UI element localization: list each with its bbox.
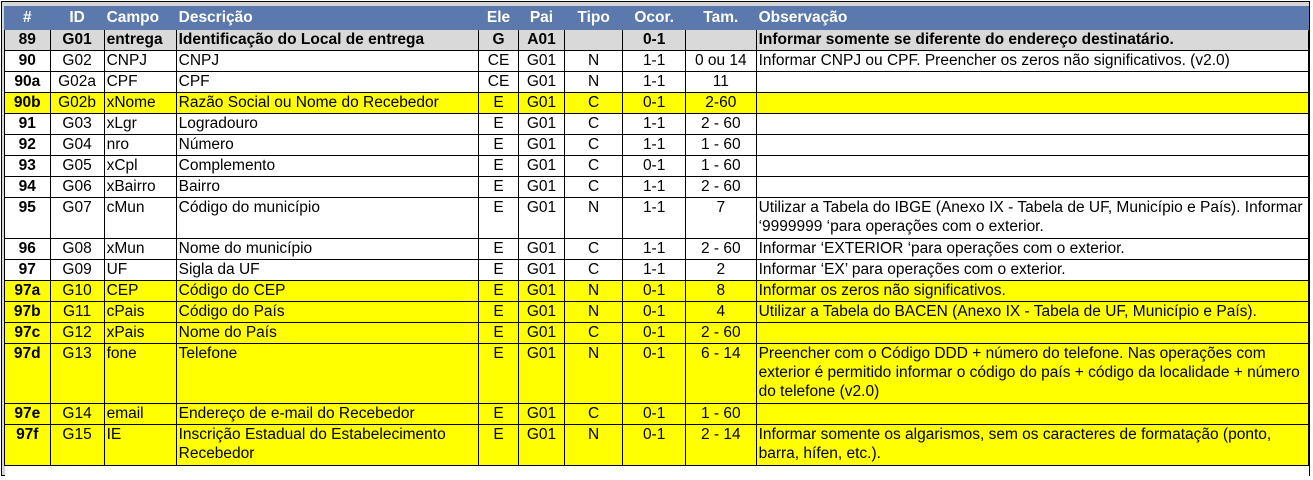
- cell-id: G02a: [50, 72, 104, 93]
- cell-num: 97: [5, 260, 51, 281]
- cell-campo: entrega: [104, 30, 176, 51]
- cell-ele: G: [479, 30, 519, 51]
- cell-ele: E: [479, 239, 519, 260]
- cell-tipo: C: [564, 135, 622, 156]
- cell-id: G01: [50, 30, 104, 51]
- cell-obs: Utilizar a Tabela do BACEN (Anexo IX - Tabela de UF, Município e País).: [756, 302, 1308, 323]
- cell-pai: G01: [519, 239, 565, 260]
- cell-ocor: 0-1: [623, 93, 686, 114]
- table-row: [5, 30, 1309, 51]
- cell-ele: E: [479, 425, 519, 466]
- cell-campo: cMun: [104, 198, 176, 239]
- cell-pai: G01: [519, 156, 565, 177]
- cell-ele: CE: [479, 51, 519, 72]
- cell-obs: [756, 72, 1308, 93]
- cell-tam: 11: [686, 72, 757, 93]
- cell-ele: E: [479, 198, 519, 239]
- cell-ocor: 0-1: [623, 344, 686, 404]
- cell-id: G15: [50, 425, 104, 466]
- col-header-ele: Ele: [479, 7, 519, 30]
- col-header-tipo: Tipo: [564, 7, 622, 30]
- cell-pai: G01: [519, 323, 565, 344]
- cell-num: 90: [5, 51, 51, 72]
- col-header-ocor: Ocor.: [623, 7, 686, 30]
- cell-id: G09: [50, 260, 104, 281]
- cell-obs: [756, 114, 1308, 135]
- cell-descricao: Número: [176, 135, 478, 156]
- cell-id: G05: [50, 156, 104, 177]
- cell-pai: G01: [519, 404, 565, 425]
- cell-tam: 2 - 60: [686, 323, 757, 344]
- cell-pai: G01: [519, 260, 565, 281]
- cell-ele: E: [479, 323, 519, 344]
- cell-tipo: C: [564, 239, 622, 260]
- cell-tipo: C: [564, 177, 622, 198]
- cell-obs: Informar os zeros não significativos.: [756, 281, 1308, 302]
- cell-campo: xPais: [104, 323, 176, 344]
- cell-descricao: Razão Social ou Nome do Recebedor: [176, 93, 478, 114]
- cell-obs: Preencher com o Código DDD + número do telefone. Nas operações com exterior é permitido informar o código do país + código da localidade + número do telefone (v2.0): [756, 344, 1308, 404]
- cell-obs: Informar somente se diferente do endereço destinatário.: [756, 30, 1308, 51]
- cell-ocor: 1-1: [623, 177, 686, 198]
- cell-tam: [686, 30, 757, 51]
- cell-tam: 2-60: [686, 93, 757, 114]
- cell-descricao: Código do município: [176, 198, 478, 239]
- cell-num: 97b: [5, 302, 51, 323]
- cell-id: G13: [50, 344, 104, 404]
- cell-descricao: CNPJ: [176, 51, 478, 72]
- cell-obs: [756, 156, 1308, 177]
- cell-tam: 7: [686, 198, 757, 239]
- cell-ocor: 1-1: [623, 72, 686, 93]
- cell-ele: E: [479, 404, 519, 425]
- cell-tipo: N: [564, 72, 622, 93]
- table-row: [5, 198, 1309, 239]
- cell-num: 97c: [5, 323, 51, 344]
- table-row: [5, 51, 1309, 72]
- cell-tipo: C: [564, 404, 622, 425]
- cell-ocor: 0-1: [623, 404, 686, 425]
- cell-num: 92: [5, 135, 51, 156]
- cell-tam: 1 - 60: [686, 156, 757, 177]
- cell-pai: G01: [519, 281, 565, 302]
- cell-tam: 2 - 60: [686, 114, 757, 135]
- cell-campo: CPF: [104, 72, 176, 93]
- cell-campo: fone: [104, 344, 176, 404]
- cell-pai: G01: [519, 177, 565, 198]
- cell-descricao: Bairro: [176, 177, 478, 198]
- cell-tipo: C: [564, 156, 622, 177]
- cell-num: 97a: [5, 281, 51, 302]
- cell-tam: 2 - 14: [686, 425, 757, 466]
- table-row: [5, 114, 1309, 135]
- table-row: [5, 323, 1309, 344]
- cell-ele: E: [479, 344, 519, 404]
- cell-id: G03: [50, 114, 104, 135]
- cell-id: G07: [50, 198, 104, 239]
- cell-campo: xCpl: [104, 156, 176, 177]
- cell-descricao: Inscrição Estadual do Estabelecimento Recebedor: [176, 425, 478, 466]
- cell-tipo: [564, 30, 622, 51]
- cell-campo: UF: [104, 260, 176, 281]
- cell-campo: xLgr: [104, 114, 176, 135]
- cell-descricao: Logradouro: [176, 114, 478, 135]
- cell-ocor: 0-1: [623, 302, 686, 323]
- cell-campo: email: [104, 404, 176, 425]
- cell-tam: 0 ou 14: [686, 51, 757, 72]
- table-row: [5, 156, 1309, 177]
- cell-ocor: 0-1: [623, 281, 686, 302]
- table-row: [5, 302, 1309, 323]
- cell-id: G04: [50, 135, 104, 156]
- cell-tam: 2 - 60: [686, 177, 757, 198]
- cell-pai: G01: [519, 51, 565, 72]
- cell-tam: 6 - 14: [686, 344, 757, 404]
- cell-id: G14: [50, 404, 104, 425]
- cell-descricao: Identificação do Local de entrega: [176, 30, 478, 51]
- cell-tipo: N: [564, 425, 622, 466]
- cell-ele: E: [479, 260, 519, 281]
- cell-id: G02b: [50, 93, 104, 114]
- table-row: [5, 93, 1309, 114]
- cell-num: 96: [5, 239, 51, 260]
- cell-pai: A01: [519, 30, 565, 51]
- table-body: [5, 30, 1309, 480]
- table-row: [5, 177, 1309, 198]
- cell-ele: E: [479, 93, 519, 114]
- table-row: [5, 135, 1309, 156]
- cell-descricao: CPF: [176, 72, 478, 93]
- col-header-tam: Tam.: [686, 7, 757, 30]
- table-row: [5, 425, 1309, 466]
- cell-pai: G01: [519, 302, 565, 323]
- cell-campo: CNPJ: [104, 51, 176, 72]
- cell-tipo: N: [564, 198, 622, 239]
- cell-ocor: 0-1: [623, 425, 686, 466]
- table-footer-spacer: [5, 466, 1309, 480]
- cell-num: 91: [5, 114, 51, 135]
- cell-id: G02: [50, 51, 104, 72]
- cell-tipo: N: [564, 344, 622, 404]
- cell-obs: Informar ‘EXTERIOR ‘para operações com o exterior.: [756, 239, 1308, 260]
- cell-pai: G01: [519, 344, 565, 404]
- cell-descricao: Nome do País: [176, 323, 478, 344]
- cell-num: 93: [5, 156, 51, 177]
- cell-ocor: 0-1: [623, 30, 686, 51]
- cell-descricao: Complemento: [176, 156, 478, 177]
- cell-campo: nro: [104, 135, 176, 156]
- cell-campo: xBairro: [104, 177, 176, 198]
- cell-tam: 8: [686, 281, 757, 302]
- cell-ocor: 0-1: [623, 323, 686, 344]
- cell-num: 97f: [5, 425, 51, 466]
- cell-descricao: Endereço de e-mail do Recebedor: [176, 404, 478, 425]
- field-spec-table: [4, 6, 1309, 480]
- table-row: [5, 404, 1309, 425]
- cell-num: 97d: [5, 344, 51, 404]
- cell-obs: [756, 323, 1308, 344]
- cell-id: G10: [50, 281, 104, 302]
- cell-descricao: Código do País: [176, 302, 478, 323]
- cell-obs: [756, 135, 1308, 156]
- col-header-descricao: Descrição: [176, 7, 478, 30]
- cell-tipo: N: [564, 51, 622, 72]
- cell-id: G06: [50, 177, 104, 198]
- cell-tam: 2 - 60: [686, 239, 757, 260]
- cell-tam: 1 - 60: [686, 404, 757, 425]
- cell-ocor: 1-1: [623, 51, 686, 72]
- col-header-num: #: [5, 7, 51, 30]
- cell-tipo: C: [564, 323, 622, 344]
- cell-tam: 2: [686, 260, 757, 281]
- cell-ele: CE: [479, 72, 519, 93]
- col-header-observacao: Observação: [756, 7, 1308, 30]
- cell-tipo: C: [564, 114, 622, 135]
- cell-obs: [756, 93, 1308, 114]
- table-row: [5, 344, 1309, 404]
- cell-ocor: 1-1: [623, 198, 686, 239]
- cell-obs: Informar CNPJ ou CPF. Preencher os zeros não significativos. (v2.0): [756, 51, 1308, 72]
- cell-pai: G01: [519, 114, 565, 135]
- cell-ocor: 1-1: [623, 135, 686, 156]
- table-row: [5, 260, 1309, 281]
- col-header-campo: Campo: [104, 7, 176, 30]
- cell-pai: G01: [519, 425, 565, 466]
- cell-campo: CEP: [104, 281, 176, 302]
- cell-descricao: Nome do município: [176, 239, 478, 260]
- cell-num: 90a: [5, 72, 51, 93]
- cell-ele: E: [479, 156, 519, 177]
- cell-tipo: N: [564, 281, 622, 302]
- cell-obs: [756, 404, 1308, 425]
- cell-id: G08: [50, 239, 104, 260]
- cell-ele: E: [479, 135, 519, 156]
- cell-num: 97e: [5, 404, 51, 425]
- cell-num: 94: [5, 177, 51, 198]
- cell-obs: Informar somente os algarismos, sem os caracteres de formatação (ponto, barra, hífen, etc.).: [756, 425, 1308, 466]
- cell-num: 90b: [5, 93, 51, 114]
- cell-pai: G01: [519, 198, 565, 239]
- cell-pai: G01: [519, 93, 565, 114]
- cell-ele: E: [479, 177, 519, 198]
- cell-ele: E: [479, 114, 519, 135]
- cell-ocor: 1-1: [623, 239, 686, 260]
- cell-num: 95: [5, 198, 51, 239]
- cell-descricao: Sigla da UF: [176, 260, 478, 281]
- cell-tipo: N: [564, 302, 622, 323]
- table-row: [5, 281, 1309, 302]
- cell-num: 89: [5, 30, 51, 51]
- cell-obs: Informar ‘EX’ para operações com o exterior.: [756, 260, 1308, 281]
- cell-pai: G01: [519, 72, 565, 93]
- cell-pai: G01: [519, 135, 565, 156]
- cell-descricao: Telefone: [176, 344, 478, 404]
- cell-descricao: Código do CEP: [176, 281, 478, 302]
- cell-obs: [756, 177, 1308, 198]
- col-header-pai: Pai: [519, 7, 565, 30]
- col-header-id: ID: [50, 7, 104, 30]
- table-frame: [1, 1, 1310, 476]
- cell-id: G12: [50, 323, 104, 344]
- cell-tam: 4: [686, 302, 757, 323]
- cell-ocor: 0-1: [623, 156, 686, 177]
- cell-ele: E: [479, 302, 519, 323]
- cell-tipo: C: [564, 260, 622, 281]
- cell-campo: xNome: [104, 93, 176, 114]
- cell-tipo: C: [564, 93, 622, 114]
- table-row: [5, 72, 1309, 93]
- cell-ocor: 1-1: [623, 114, 686, 135]
- cell-obs: Utilizar a Tabela do IBGE (Anexo IX - Tabela de UF, Município e País). Informar ‘9999999 ‘para operações com o exterior.: [756, 198, 1308, 239]
- cell-campo: xMun: [104, 239, 176, 260]
- cell-campo: IE: [104, 425, 176, 466]
- cell-ele: E: [479, 281, 519, 302]
- table-row: [5, 239, 1309, 260]
- cell-tam: 1 - 60: [686, 135, 757, 156]
- cell-ocor: 1-1: [623, 260, 686, 281]
- cell-id: G11: [50, 302, 104, 323]
- header-row: [5, 7, 1309, 30]
- cell-campo: cPais: [104, 302, 176, 323]
